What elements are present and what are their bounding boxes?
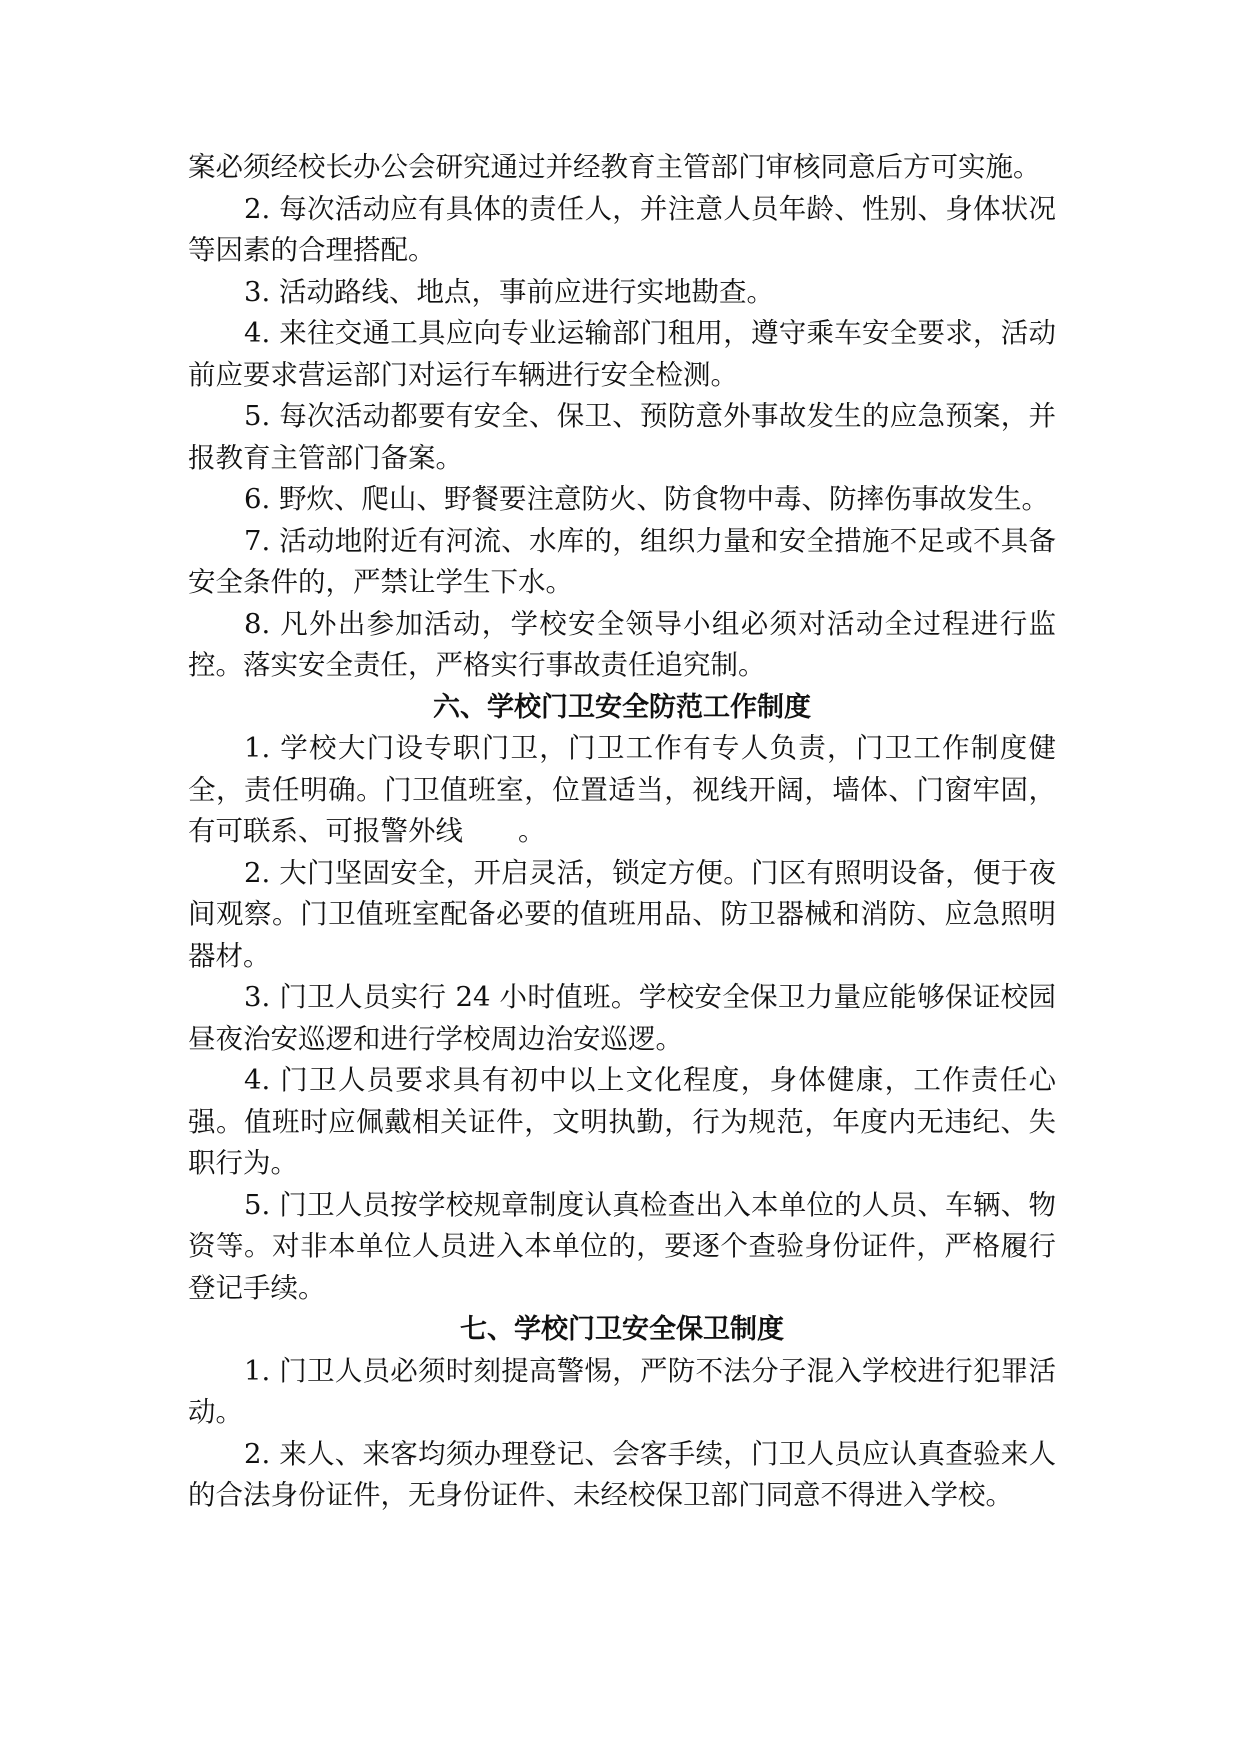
section5-item-7: 7. 活动地附近有河流、水库的，组织力量和安全措施不足或不具备安全条件的，严禁让学生下水。 bbox=[188, 524, 1056, 598]
section5-item-3: 3. 活动路线、地点，事前应进行实地勘查。 bbox=[244, 275, 774, 308]
section5-item-6: 6. 野炊、爬山、野餐要注意防火、防食物中毒、防摔伤事故发生。 bbox=[244, 483, 1049, 515]
section5-item-5: 5. 每次活动都要有安全、保卫、预防意外事故发生的应急预案，并报教育主管部门备案。 bbox=[188, 400, 1056, 474]
section5-item-2: 2. 每次活动应有具体的责任人，并注意人员年龄、性别、身体状况等因素的合理搭配。 bbox=[188, 192, 1056, 266]
document-page bbox=[188, 147, 1056, 1517]
section5-item-8: 8. 凡外出参加活动，学校安全领导小组必须对活动全过程进行监控。落实安全责任，严格实行事故责任追究制。 bbox=[188, 607, 1056, 681]
section7-item-2: 2. 来人、来客均须办理登记、会客手续，门卫人员应认真查验来人的合法身份证件，无身份证件、未经校保卫部门同意不得进入学校。 bbox=[188, 1437, 1056, 1511]
section7-item-1: 1. 门卫人员必须时刻提高警惕，严防不法分子混入学校进行犯罪活动。 bbox=[188, 1354, 1056, 1428]
section6-item-4: 4. 门卫人员要求具有初中以上文化程度，身体健康，工作责任心强。值班时应佩戴相关证件，文明执勤，行为规范，年度内无违纪、失职行为。 bbox=[188, 1064, 1056, 1179]
section5-item-4: 4. 来往交通工具应向专业运输部门租用，遵守乘车安全要求，活动前应要求营运部门对运行车辆进行安全检测。 bbox=[188, 317, 1056, 391]
section6-item-1: 1. 学校大门设专职门卫，门卫工作有专人负责，门卫工作制度健全，责任明确。门卫值班室，位置适当，视线开阔，墙体、门窗牢固，有可联系、可报警外线 。 bbox=[188, 732, 1056, 847]
section6-heading: 六、学校门卫安全防范工作制度 bbox=[433, 691, 811, 723]
section6-item-2: 2. 大门坚固安全，开启灵活，锁定方便。门区有照明设备，便于夜间观察。门卫值班室配备必要的值班用品、防卫器械和消防、应急照明器材。 bbox=[188, 856, 1056, 972]
section6-item-3: 3. 门卫人员实行 24 小时值班。学校安全保卫力量应能够保证校园昼夜治安巡逻和进行学校周边治安巡逻。 bbox=[188, 981, 1056, 1055]
section6-item-5: 5. 门卫人员按学校规章制度认真检查出入本单位的人员、车辆、物资等。对非本单位人员进入本单位的，要逐个查验身份证件，严格履行登记手续。 bbox=[188, 1188, 1056, 1304]
continued-paragraph: 案必须经校长办公会研究通过并经教育主管部门审核同意后方可实施。 bbox=[188, 151, 1041, 183]
section7-heading: 七、学校门卫安全保卫制度 bbox=[460, 1314, 784, 1345]
